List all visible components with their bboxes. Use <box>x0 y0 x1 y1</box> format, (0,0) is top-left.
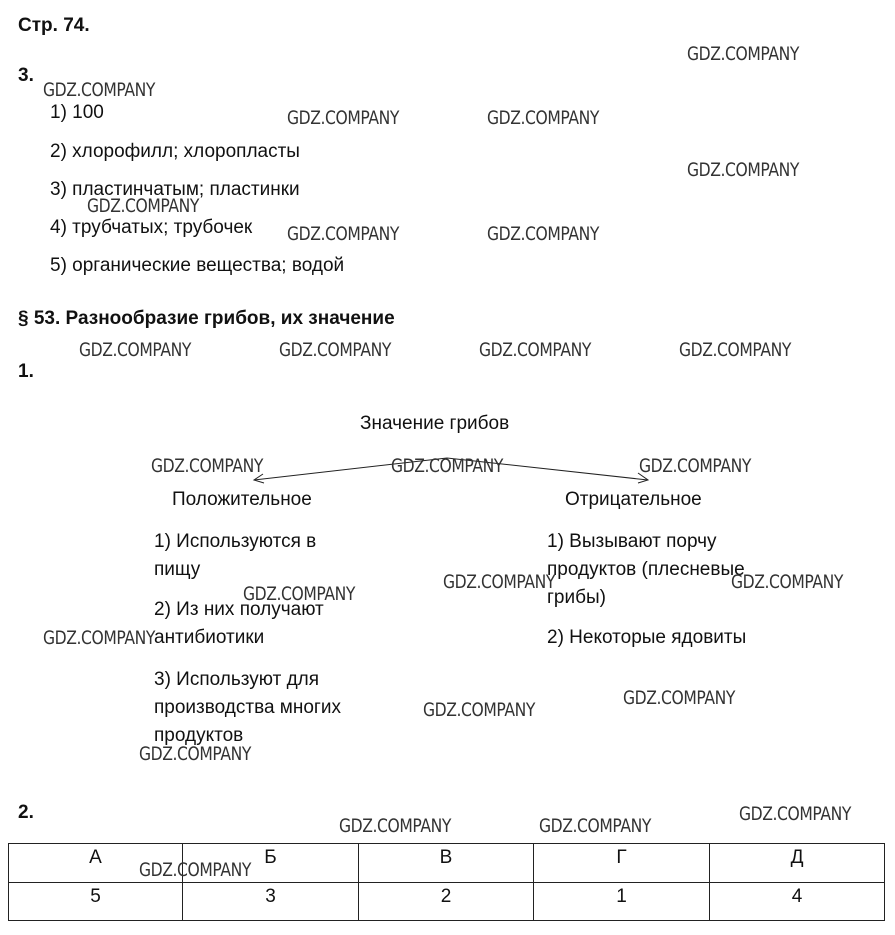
watermark: GDZ.COMPANY <box>687 43 800 65</box>
watermark: GDZ.COMPANY <box>339 815 452 837</box>
positive-item-3: 3) Используют для производства многих продуктов <box>154 669 341 746</box>
positive-item-2: 2) Из них получают антибиотики <box>154 599 324 648</box>
table-header-b: Б <box>264 847 277 868</box>
table-value-g: 1 <box>616 886 627 907</box>
watermark: GDZ.COMPANY <box>739 803 852 825</box>
watermark: GDZ.COMPANY <box>731 571 844 593</box>
task3-item-3: 3) пластинчатым; пластинки <box>50 179 300 200</box>
diagram-negative-title: Отрицательное <box>565 489 702 510</box>
table-value-d: 4 <box>791 886 803 907</box>
watermark: GDZ.COMPANY <box>391 455 504 477</box>
table-value-b: 3 <box>265 886 276 907</box>
positive-item-1: 1) Используются в пищу <box>154 531 317 580</box>
watermark: GDZ.COMPANY <box>79 339 192 361</box>
watermark: GDZ.COMPANY <box>139 859 252 881</box>
task2-number: 2. <box>18 802 34 823</box>
table-value-v: 2 <box>440 886 452 907</box>
task3-item-5: 5) органические вещества; водой <box>50 255 345 276</box>
negative-item-1: 1) Вызывают порчу продуктов (плесневые грибы) <box>547 531 745 608</box>
watermark: GDZ.COMPANY <box>679 339 792 361</box>
watermark: GDZ.COMPANY <box>687 159 800 181</box>
section-title: § 53. Разнообразие грибов, их значение <box>18 308 395 329</box>
table-value-a: 5 <box>90 886 101 907</box>
task1-number: 1. <box>18 361 34 382</box>
page-heading: Стр. 74. <box>18 15 90 36</box>
task3-item-4: 4) трубчатых; трубочек <box>50 217 253 238</box>
watermark: GDZ.COMPANY <box>487 107 600 129</box>
watermark: GDZ.COMPANY <box>279 339 392 361</box>
diagram-positive-title: Положительное <box>172 489 312 510</box>
watermark: GDZ.COMPANY <box>287 223 400 245</box>
watermark: GDZ.COMPANY <box>639 455 752 477</box>
diagram-root: Значение грибов <box>360 413 510 434</box>
task3-item-2: 2) хлорофилл; хлоропласты <box>50 141 300 162</box>
watermark: GDZ.COMPANY <box>287 107 400 129</box>
table-header-a: А <box>89 847 102 868</box>
watermark: GDZ.COMPANY <box>443 571 556 593</box>
watermark: GDZ.COMPANY <box>43 627 156 649</box>
watermark: GDZ.COMPANY <box>139 743 252 765</box>
watermark: GDZ.COMPANY <box>243 583 356 605</box>
watermark: GDZ.COMPANY <box>151 455 264 477</box>
watermark: GDZ.COMPANY <box>423 699 536 721</box>
task3-number: 3. <box>18 65 34 86</box>
watermark: GDZ.COMPANY <box>539 815 652 837</box>
table-header-d: Д <box>790 847 804 868</box>
table-header-v: В <box>439 847 453 868</box>
watermark: GDZ.COMPANY <box>479 339 592 361</box>
watermark: GDZ.COMPANY <box>87 195 200 217</box>
task3-item-1: 1) 100 <box>50 102 104 123</box>
watermark: GDZ.COMPANY <box>43 79 156 101</box>
negative-item-2: 2) Некоторые ядовиты <box>547 627 747 648</box>
table-header-g: Г <box>616 847 627 868</box>
watermark: GDZ.COMPANY <box>487 223 600 245</box>
watermark: GDZ.COMPANY <box>623 687 736 709</box>
